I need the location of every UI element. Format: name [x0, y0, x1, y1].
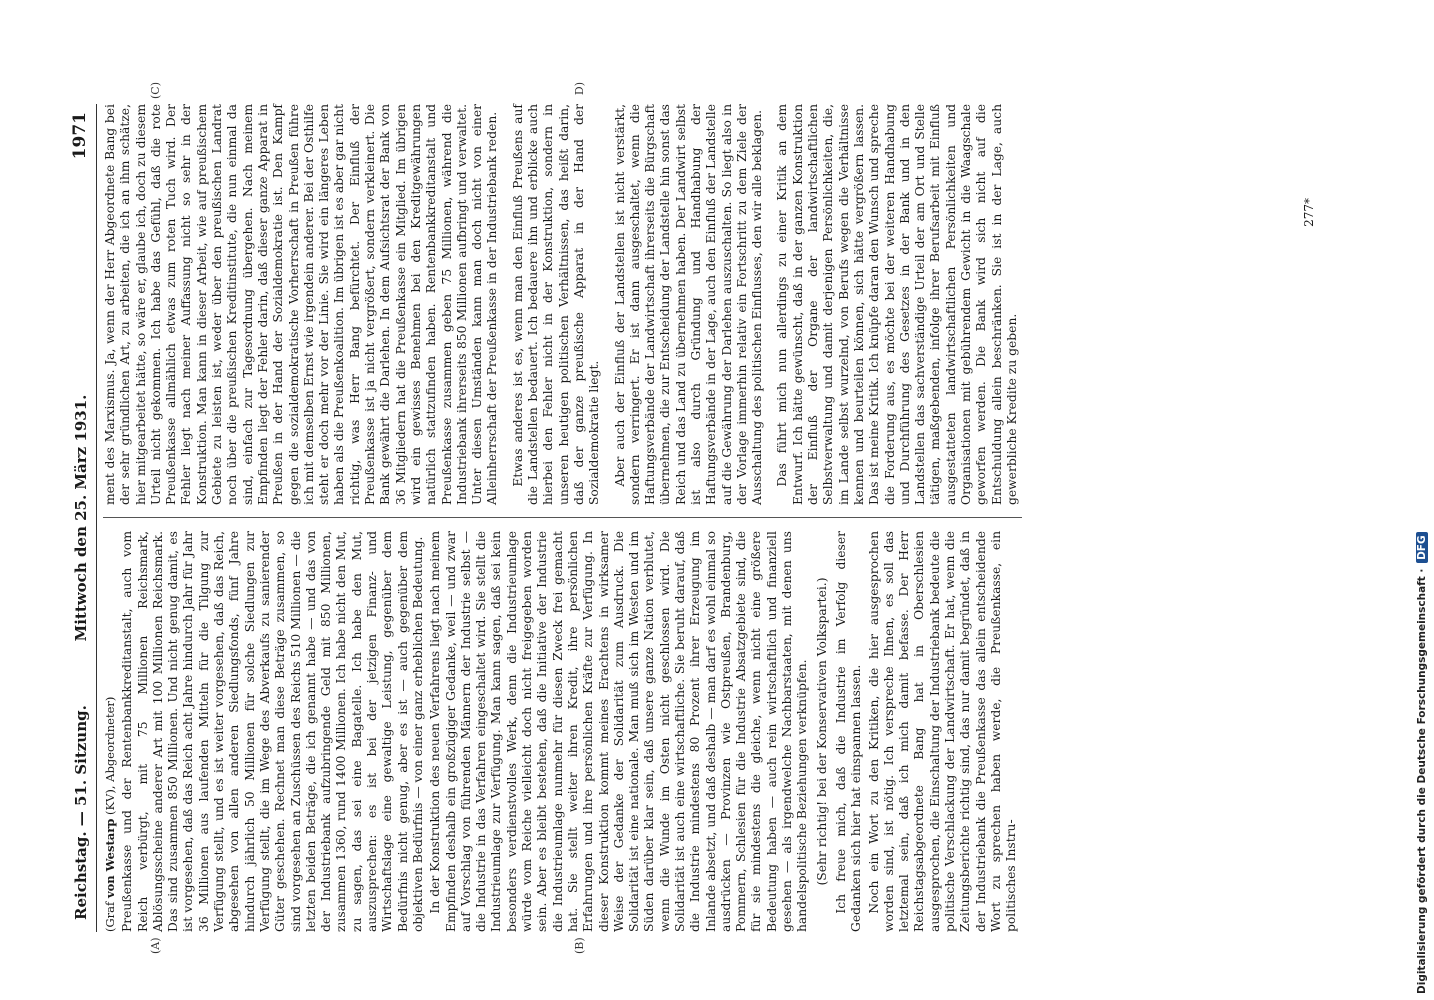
digitization-credit: [1412, 0, 1434, 1000]
text-columns: [103, 82, 1022, 954]
paragraph: Aber auch der Einfluß der Landstellen ist nicht verstärkt, sondern verringert. Er ist dann ausgeschaltet, wenn die Haftungsverbände der Landwirtschaft ihrerseits die Bürgschaft übernehmen, die zur Entscheidung der Landstelle hin sonst das Reich und das Land zu übernehmen haben. Der Landwirt selbst ist also durch Gründung und Handhabung der Haftungsverbände in der Lage, auch den Einfluß der Landstelle auf die Gewährung der Darlehen auszuschalten. So liegt also in der Vorlage immerhin relativ ein Fortschritt zu dem Ziele der Ausschaltung des politischen Einflusses, den wir alle beklagen.: [612, 104, 765, 505]
margin-mark-b: (B): [573, 937, 586, 954]
speaker-prefix: (Graf: [103, 898, 117, 932]
paragraph: Ich freue mich, daß die Industrie im Verfolg dieser Gedanken sich hier hat einspannen lassen.: [833, 531, 864, 932]
running-head-date: Mittwoch den 25. März 1931.: [72, 394, 90, 642]
paragraph: Das führt mich nun allerdings zu einer Kritik an dem Entwurf. Ich hätte gewünscht, daß in der ganzen Konstruktion der Einfluß der Organe der landwirtschaftlichen Selbstverwaltung und damit derjenigen Persönlichkeiten, die, im Lande selbst wurzelnd, von Berufs wegen die Verhältnisse kennen und beurteilen können, sich hätte vergrößern lassen. Das ist meine Kritik. Ich knüpfe daran den Wunsch und spreche die Forderung aus, es möchte bei der weiteren Handhabung und Durchführung des Gesetzes in der Bank und in den Landstellen das sachverständige Urteil der am Ort und Stelle tätigen, maßgebenden, infolge ihrer Berufsarbeit mit Einfluß ausgestatteten landwirtschaftlichen Persönlichkeiten und Organisationen mit gebührendem Gewicht in die Waagschale geworfen werden. Die Bank wird sich nicht auf die Entschuldung allein beschränken. Sie ist in der Lage, auch gewerbliche Kredite zu geben.: [775, 104, 1019, 505]
interjection: (Sehr richtig! bei der Konservativen Volkspartei.): [814, 577, 829, 886]
paragraph: Preußenkasse und der Rentenbankkreditanstalt, auch vom Reich verbürgt, mit 75 Millionen Reichsmark, Ablösungsscheine anderer Art mit 100 Millionen Reichsmark. Das sind zusammen 850 Millionen. Und nicht genug damit, es ist vorgesehen, daß das Reich acht Jahre hindurch Jahr für Jahr 36 Millionen aus laufenden Mitteln für die Tilgung zur Verfügung stellt, und es ist weiter vorgesehen, daß das Reich, abgesehen von allen anderen Siedlungsfonds, fünf Jahre hindurch jährlich 50 Millionen für solche Siedlungen zur Verfügung stellt, die im Wege des Abverkaufs zu sanierender Güter geschehen. Rechnet man diese Beträge zusammen, so sind vorgesehen an Zuschüssen des Reichs 510 Millionen — die letzten beiden Beträge, die ich genannt habe — und das von der Industriebank aufzubringende Geld mit 850 Millionen, zusammen 1360, rund 1400 Millionen. Ich habe nicht den Mut, zu sagen, das sei eine Bagatelle. Ich habe den Mut, auszusprechen: es ist bei der jetzigen Finanz- und Wirtschaftslage eine gewaltige Leistung, gegenüber dem Bedürfnis nicht genug, aber es ist — auch gegenüber dem objektiven Bedürfnis — von einer ganz erheblichen Bedeutung.: [120, 531, 425, 932]
page-number: 1971: [70, 112, 90, 160]
paragraph: In der Konstruktion des neuen Verfahrens liegt nach meinem Empfinden deshalb ein großzügiger Gedanke, weil — und zwar auf Vorschlag von führenden Männern der Industrie selbst — die Industrie in das Verfahren eingeschaltet wird. Sie stellt die Industrieumlage zur Verfügung. Man kann sagen, daß sei kein besonders verdienstvolles Werk, denn die Industrieumlage würde vom Reiche vielleicht doch nicht freigegeben worden sein. Aber es bleibt bestehen, daß die Initiative der Industrie die Industrieumlage nunmehr für diesen Zweck frei gemacht hat. Sie stellt weiter ihren Kredit, ihre persönlichen Erfahrungen und ihre persönlichen Kräfte zur Verfügung. In dieser Konstruktion kommt meines Erachtens in wirksamer Weise der Gedanke der Solidarität zum Ausdruck. Die Solidarität ist eine nationale. Man muß sich im Westen und im Süden darüber klar sein, daß unsere ganze Nation verblutet, wenn die Wunde im Osten nicht geschlossen wird. Die Solidarität ist auch eine wirtschaftliche. Sie beruht darauf, daß die Industrie mindestens 80 Prozent ihrer Erzeugung im Inlande absetzt, und daß deshalb — man darf es wohl einmal so ausdrücken — Provinzen wie Ostpreußen, Brandenburg, Pommern, Schlesien für die Industrie Absatzgebiete sind, die für sie mindestens die gleiche, wenn nicht eine größere Bedeutung haben — auch rein wirtschaftlich und finanziell gesehen — als irgendwelche Nachbarstaaten, mit denen uns handelspolitische Beziehungen verknüpfen.: [428, 531, 810, 932]
margin-mark-d: D): [573, 82, 586, 96]
signature-mark: 277*: [1302, 198, 1316, 227]
paragraph: ment des Marxismus. Ja, wenn der Herr Abgeordnete Bang bei der sehr gründlichen Art, zu arbeiten, die ich an ihm schätze, hier mitgearbeitet hätte, so wäre er, glaube ich, doch zu diesem Urteil nicht gekommen. Ich habe das Gefühl, daß die rote Preußenkasse allmählich etwas zum roten Tuch wird. Der Fehler liegt nach meiner Auffassung nicht so sehr in der Konstruktion. Man kann in dieser Arbeit, wie auf preußischem Gebiete zu leisten ist, weder über den preußischen Landrat noch über die preußischen Kreditinstitute, die nun einmal da sind, einfach zur Tagesordnung übergehen. Nach meinem Empfinden liegt der Fehler darin, daß dieser ganze Apparat in Preußen in der Hand der Sozialdemokratie ist. Den Kampf gegen die sozialdemokratische Vorherrschaft in Preußen führe ich mit demselben Ernst wie irgendein anderer. Bei der Osthilfe steht er doch mehr vor der Linie. Sie wird ein längeres Leben haben als die Preußenkoalition. Im übrigen ist es aber gar nicht richtig, was Herr Bang befürchtet. Der Einfluß der Preußenkasse ist ja nicht vergrößert, sondern verkleinert. Die Bank gewährt die Darlehen. In dem Aufsichtsrat der Bank von 36 Mitgliedern hat die Preußenkasse ein Mitglied. Im übrigen wird ein gewisses Benehmen bei den Kreditgewährungen natürlich stattzufinden haben. Rentenbankkreditanstalt und Preußenkasse zusammen geben 75 Millionen, während die Industriebank ihrerseits 850 Millionen aufbringt und verwaltet. Unter diesen Umständen kann man doch nicht von einer Alleinherrschaft der Preußenkasse in der Industriebank reden.: [103, 104, 500, 505]
running-head: [70, 104, 97, 932]
left-column: [103, 531, 1022, 932]
running-head-left: Reichstag. — 51. Sitzung.: [72, 705, 90, 920]
paragraph: Noch ein Wort zu den Kritiken, die hier ausgesprochen worden sind, ist nötig. Ich verspreche Ihnen, es soll das letztemal sein, daß ich mich damit befasse. Der Herr Reichstagsabgeordnete Bang hat in Oberschlesien ausgesprochen, die Einschaltung der Industriebank bedeute die politische Verschlackung der Landwirtschaft. Er hat, wenn die Zeitungsberichte richtig sind, das nur damit begründet, daß in der Industriebank die Preußenkasse das allein entscheidende Wort zu sprechen haben werde, die Preußenkasse, ein politisches Instru-: [866, 531, 1019, 932]
speaker-name: von Westarp: [103, 818, 117, 899]
margin-mark-a: (A): [149, 937, 162, 954]
right-column: [103, 104, 1022, 505]
scanned-page: [70, 78, 1320, 958]
dfg-logo: DFG: [1416, 532, 1428, 563]
margin-mark-c: (C): [149, 82, 162, 99]
credit-text: [1416, 532, 1428, 994]
speaker-suffix: (KV), Abgeordneter): [103, 696, 117, 819]
paragraph: Etwas anderes ist es, wenn man den Einfluß Preußens auf die Landstellen bedauert. Ich bedauere ihn und erblicke auch hierbei den Fehler nicht in der Konstruktion, sondern in unseren heutigen politischen Verhältnissen, das heißt darin, daß der ganze preußische Apparat in der Hand der Sozialdemokratie liegt.: [510, 104, 602, 505]
column-divider: [103, 517, 1022, 518]
speaker-line: [103, 531, 118, 932]
credit-label: Digitalisierung gefördert durch die Deutsche Forschungsgemeinschaft ·: [1416, 568, 1428, 994]
